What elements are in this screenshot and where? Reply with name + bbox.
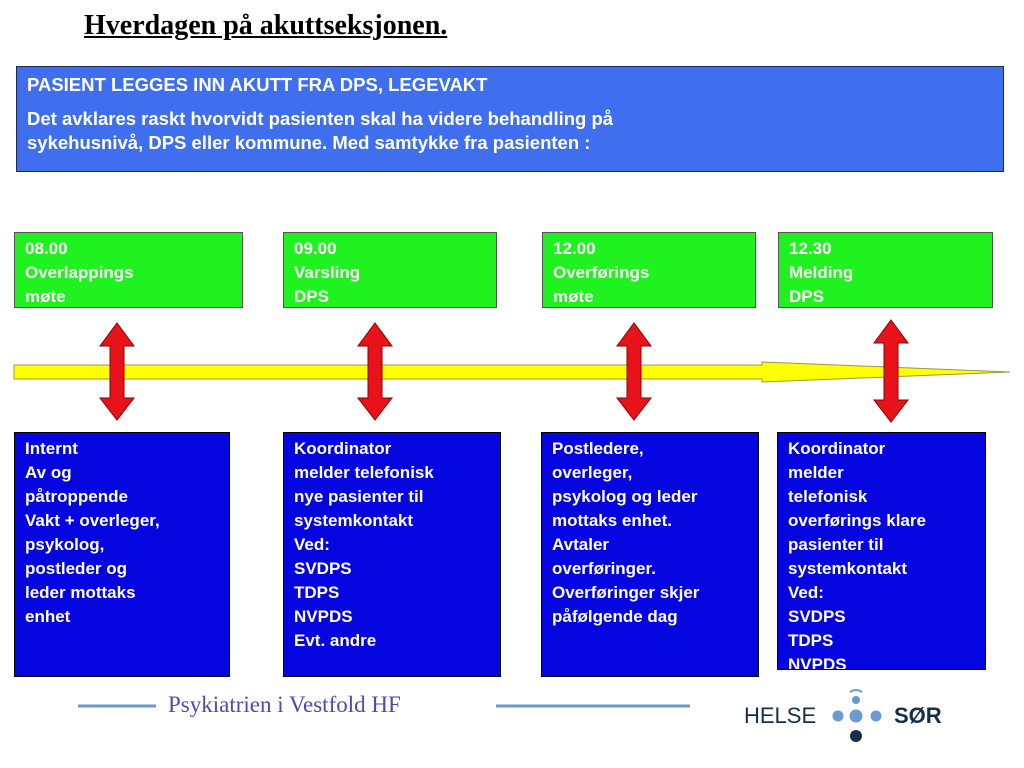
stage-name-line: DPS: [789, 287, 824, 306]
info-line: Overføringer skjer: [552, 583, 700, 602]
info-line: Ved:: [788, 583, 824, 602]
info-line: systemkontakt: [294, 511, 414, 530]
time-label: 12.30: [789, 239, 832, 258]
info-line: mottaks enhet.: [552, 511, 672, 530]
time-box-0800: [14, 232, 243, 308]
info-line: melder: [788, 463, 844, 482]
info-line: leder mottaks: [25, 583, 136, 602]
time-box-1230: [778, 232, 993, 308]
info-line: melder telefonisk: [294, 463, 434, 482]
info-line: Postledere,: [552, 439, 644, 458]
info-line: TDPS: [294, 583, 340, 602]
info-line: NVPDS: [788, 655, 847, 670]
timeline-arrow: [14, 362, 1010, 382]
info-line: postleder og: [25, 559, 128, 578]
info-line: SVDPS: [294, 559, 352, 578]
info-line: Koordinator: [788, 439, 886, 458]
stage-name-line: møte: [553, 287, 594, 306]
stage-name-line: Overlappings: [25, 263, 134, 282]
info-line: psykolog og leder: [552, 487, 698, 506]
time-label: 09.00: [294, 239, 337, 258]
info-box-varsling: [283, 432, 501, 677]
info-line: SVDPS: [788, 607, 846, 626]
stage-name-line: Melding: [789, 263, 854, 282]
info-line: Ved:: [294, 535, 330, 554]
info-line: overføringer.: [552, 559, 656, 578]
time-label: 08.00: [25, 239, 68, 258]
stage-name-line: Overførings: [553, 263, 650, 282]
time-box-1200: [542, 232, 756, 308]
header-line-2a: Det avklares raskt hvorvidt pasienten skal ha videre behandling på: [27, 108, 614, 129]
stage-name-line: møte: [25, 287, 66, 306]
info-line: Vakt + overleger,: [25, 511, 160, 530]
info-line: Avtaler: [552, 535, 610, 554]
footer-org-name: Psykiatrien i Vestfold HF: [168, 692, 401, 717]
stage-name-line: DPS: [294, 287, 329, 306]
logo-text-sor: SØR: [894, 703, 942, 728]
info-box-melding: [777, 432, 986, 670]
helse-sor-logo-mark: [833, 690, 882, 742]
header-line-1: PASIENT LEGGES INN AKUTT FRA DPS, LEGEVAKT: [27, 74, 488, 95]
info-line: psykolog,: [25, 535, 105, 554]
info-line: Av og: [25, 463, 72, 482]
info-line: Evt. andre: [294, 631, 377, 650]
info-line: NVPDS: [294, 607, 353, 626]
info-line: pasienter til: [788, 535, 884, 554]
info-line: overleger,: [552, 463, 633, 482]
header-line-2b: sykehusnivå, DPS eller kommune. Med samtykke fra pasienten :: [27, 132, 591, 153]
time-box-0900: [283, 232, 497, 308]
info-box-overforing: [541, 432, 759, 677]
info-line: påtroppende: [25, 487, 128, 506]
info-line: påfølgende dag: [552, 607, 678, 626]
info-line: enhet: [25, 607, 71, 626]
info-line: TDPS: [788, 631, 834, 650]
info-box-overlapping: [14, 432, 230, 677]
info-line: Koordinator: [294, 439, 392, 458]
logo-text-helse: HELSE: [744, 703, 817, 728]
time-label: 12.00: [553, 239, 596, 258]
info-line: systemkontakt: [788, 559, 908, 578]
info-line: overførings klare: [788, 511, 926, 530]
info-line: telefonisk: [788, 487, 868, 506]
page-title: Hverdagen på akuttseksjonen.: [84, 10, 448, 41]
stage-name-line: Varsling: [294, 263, 361, 282]
info-line: Internt: [25, 439, 78, 458]
info-line: nye pasienter til: [294, 487, 424, 506]
